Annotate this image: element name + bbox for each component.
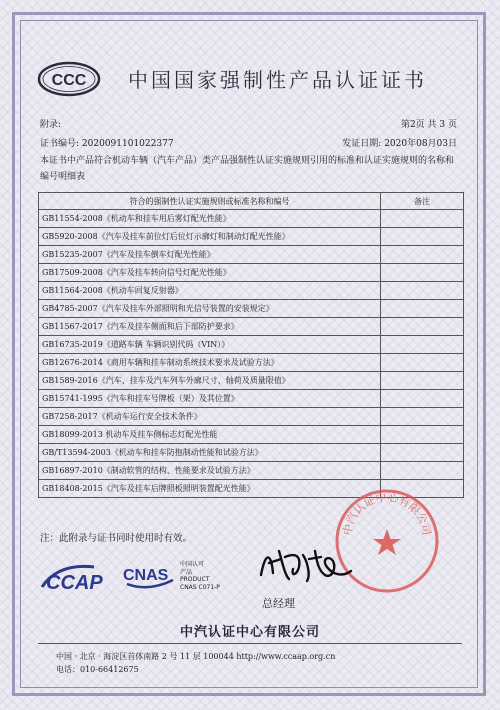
standard-cell: GB4785-2007《汽车及挂车外部照明和光信号装置的安装规定》 xyxy=(39,300,381,318)
header-remark: 备注 xyxy=(381,193,464,210)
remark-cell xyxy=(381,336,464,354)
organization-name: 中汽认证中心有限公司 xyxy=(179,625,320,640)
remark-cell xyxy=(381,444,464,462)
standard-cell: GB5920-2008《汽车及挂车前位灯后位灯示廓灯和制动灯配光性能》 xyxy=(39,228,381,246)
cert-no-label: 证书编号: xyxy=(40,139,80,149)
remark-cell xyxy=(381,354,464,372)
header-standard: 符合的强制性认证实施规则或标准名称和编号 xyxy=(39,193,381,210)
page-number: 第2页 共 3 页 xyxy=(400,120,457,130)
standard-cell: GB1589-2016《汽车、挂车及汽车列车外廓尺寸、轴荷及质量限值》 xyxy=(39,372,381,390)
remark-cell xyxy=(381,426,464,444)
intro-text: 本证书中产品符合机动车辆（汽车产品）类产品强制性认证实施规则引用的标准和认证实施规则的名称和编号明细表 xyxy=(40,156,455,182)
footer-phone: 电话：010-66412675 xyxy=(56,665,139,674)
certificate-title: 中国国家强制性产品认证证书 xyxy=(128,68,427,92)
remark-cell xyxy=(381,408,464,426)
ccc-logo-text: CCC xyxy=(51,72,87,89)
standard-cell: GB16735-2019《道路车辆 车辆识别代码（VIN）》 xyxy=(39,336,381,354)
remark-cell xyxy=(381,318,464,336)
standards-table xyxy=(38,192,464,498)
general-manager-title: 总经理 xyxy=(262,597,295,610)
standard-cell: GB11567-2017《汽车及挂车侧面和后下部防护要求》 xyxy=(39,318,381,336)
remark-cell xyxy=(381,246,464,264)
remark-cell xyxy=(381,228,464,246)
standard-cell: GB16897-2010《制动软管的结构、性能要求及试验方法》 xyxy=(39,462,381,480)
standard-cell: GB17509-2008《汽车及挂车转向信号灯配光性能》 xyxy=(39,264,381,282)
cnas-line: 中国认可 xyxy=(180,561,205,568)
table-row xyxy=(39,444,464,462)
table-row xyxy=(39,246,464,264)
table-row xyxy=(39,372,464,390)
table-row xyxy=(39,210,464,228)
table-row xyxy=(39,300,464,318)
standard-cell: GB15741-1995《汽车和挂车号牌板（架）及其位置》 xyxy=(39,390,381,408)
ccc-logo xyxy=(37,61,101,97)
table-row xyxy=(39,336,464,354)
seal-text-path: 中汽认证中心有限公司 xyxy=(340,490,434,537)
table-row xyxy=(39,282,464,300)
table-row xyxy=(39,318,464,336)
standard-cell: GB12676-2014《商用车辆和挂车制动系统技术要求及试验方法》 xyxy=(39,354,381,372)
ccap-logo xyxy=(38,561,118,593)
standard-cell: GB15235-2007《汽车及挂车倒车灯配光性能》 xyxy=(39,246,381,264)
remark-cell xyxy=(381,282,464,300)
signature xyxy=(255,545,355,587)
table-row xyxy=(39,426,464,444)
cnas-line: 产品 xyxy=(180,568,193,576)
standard-cell: GB18099-2013 机动车及挂车侧标志灯配光性能 xyxy=(39,426,381,444)
standard-cell: GB11554-2008《机动车和挂车用后雾灯配光性能》 xyxy=(39,210,381,228)
remark-cell xyxy=(381,300,464,318)
seal-star-icon xyxy=(373,529,401,555)
table-row xyxy=(39,390,464,408)
cnas-logo-text: CNAS xyxy=(123,567,169,584)
attachment-label: 附录: xyxy=(40,120,62,130)
remark-cell xyxy=(381,210,464,228)
table-row xyxy=(39,264,464,282)
footer-address: 中国 · 北京 · 海淀区首体南路 2 号 11 层 100044 http://www.ccaap.org.cn xyxy=(56,652,336,661)
standard-cell: GB7258-2017《机动车运行安全技术条件》 xyxy=(39,408,381,426)
standard-cell: GB11564-2008《机动车回复反射器》 xyxy=(39,282,381,300)
cnas-accreditation-text xyxy=(180,561,220,591)
cnas-line: PRODUCT xyxy=(180,576,210,583)
remark-cell xyxy=(381,264,464,282)
table-header-row xyxy=(39,193,464,210)
table-row xyxy=(39,408,464,426)
cnas-line: CNAS C071-P xyxy=(180,583,220,591)
standard-cell: GB/T13594-2003《机动车和挂车防抱制动性能和试验方法》 xyxy=(39,444,381,462)
table-row xyxy=(39,228,464,246)
footer-divider xyxy=(38,643,462,644)
remark-cell xyxy=(381,372,464,390)
issue-date-value: 2020年08月03日 xyxy=(384,139,457,149)
cert-no-value: 2020091101022377 xyxy=(81,139,174,149)
remark-cell xyxy=(381,462,464,480)
cnas-logo xyxy=(121,562,179,594)
remark-cell xyxy=(381,390,464,408)
ccap-logo-text: CCAP xyxy=(46,572,103,593)
certificate-number xyxy=(40,136,174,149)
table-row xyxy=(39,354,464,372)
issue-date-label: 发证日期: xyxy=(342,139,382,149)
seal-text xyxy=(340,490,433,536)
standard-cell: GB18408-2015《汽车及挂车后牌照板照明装置配光性能》 xyxy=(39,480,381,498)
validity-note: 注：此附录与证书同时使用时有效。 xyxy=(40,533,193,544)
issue-date xyxy=(342,136,457,149)
table-row xyxy=(39,462,464,480)
